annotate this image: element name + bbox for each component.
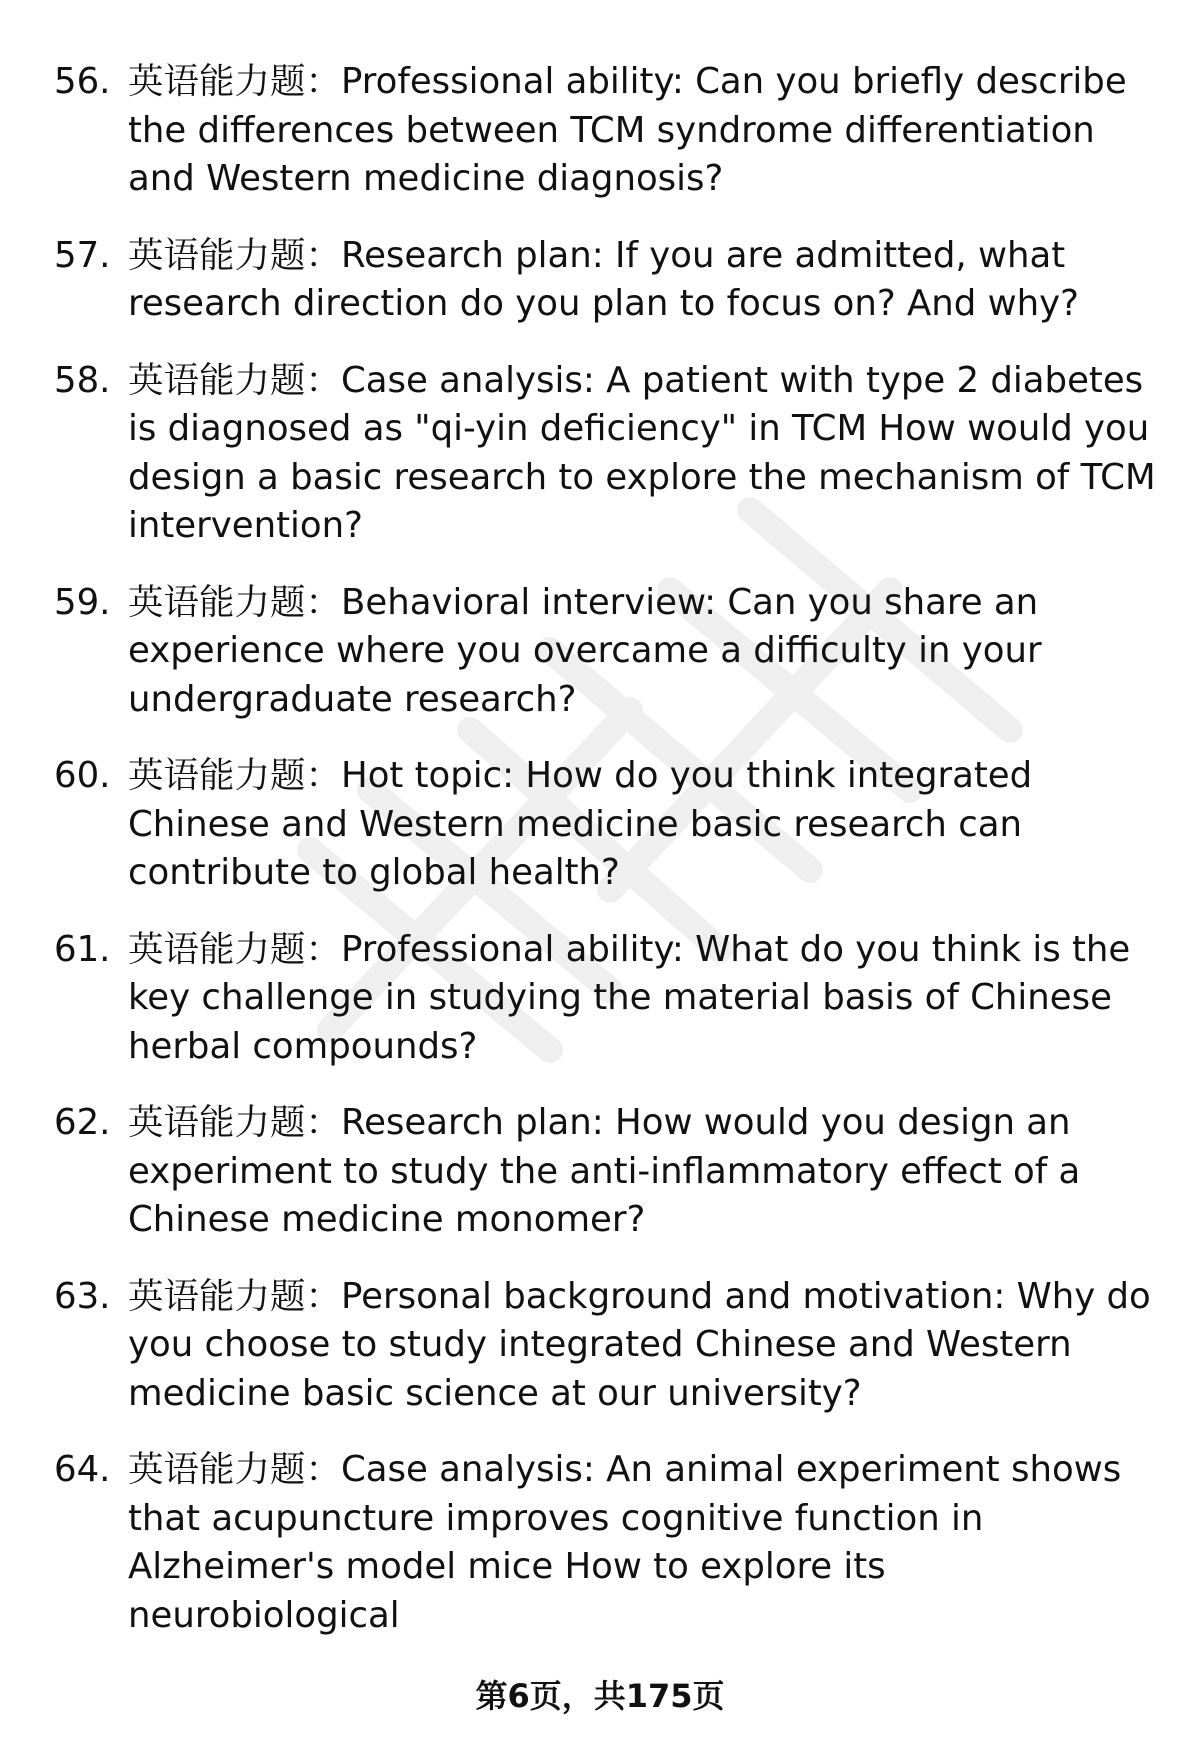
- question-body: [128, 232, 1164, 329]
- question-body: [128, 752, 1164, 898]
- question-item: [54, 58, 1164, 204]
- question-text: Case analysis: A patient with type 2 diabetes is diagnosed as "qi-yin deficiency" in TCM How would you design a basic research to explore the mechanism of TCM intervention?: [128, 359, 1156, 546]
- question-list: [54, 58, 1164, 1668]
- question-body: [128, 357, 1164, 551]
- question-number: 59.: [54, 581, 111, 623]
- question-number: 56.: [54, 61, 111, 102]
- question-number: 57.: [54, 234, 111, 276]
- question-category-tag: 英语能力题：: [128, 581, 342, 623]
- question-body: [128, 58, 1164, 204]
- question-number: 62.: [54, 1102, 111, 1143]
- question-item: [54, 1099, 1164, 1245]
- question-text: Hot topic: How do you think integrated Chinese and Western medicine basic research can contribute to global health?: [128, 755, 1033, 893]
- question-body: [128, 579, 1164, 725]
- question-text: Personal background and motivation: Why do you choose to study integrated Chinese and Western medicine basic science at our university?: [128, 1275, 1151, 1414]
- question-category-tag: 英语能力题：: [128, 755, 342, 796]
- question-text: Professional ability: Can you briefly describe the differences between TCM syndrome differentiation and Western medicine diagnosis?: [128, 61, 1127, 199]
- question-item: [54, 232, 1164, 329]
- question-category-tag: 英语能力题：: [128, 359, 342, 401]
- question-category-tag: 英语能力题：: [128, 1102, 342, 1143]
- question-item: [54, 579, 1164, 725]
- question-item: [54, 1273, 1164, 1419]
- question-item: [54, 926, 1164, 1072]
- question-number: 64.: [54, 1449, 111, 1490]
- question-item: [54, 357, 1164, 551]
- question-category-tag: 英语能力题：: [128, 1275, 342, 1317]
- question-category-tag: 英语能力题：: [128, 928, 342, 970]
- question-number: 58.: [54, 359, 111, 401]
- question-text: Professional ability: What do you think is the key challenge in studying the material basis of Chinese herbal compounds?: [128, 928, 1131, 1067]
- question-item: [54, 752, 1164, 898]
- question-body: [128, 1273, 1164, 1419]
- question-text: Research plan: If you are admitted, what research direction do you plan to focus on? And why?: [128, 234, 1079, 324]
- question-body: [128, 926, 1164, 1072]
- question-number: 63.: [54, 1275, 111, 1317]
- question-category-tag: 英语能力题：: [128, 61, 342, 102]
- question-body: [128, 1446, 1164, 1640]
- question-category-tag: 英语能力题：: [128, 1449, 342, 1490]
- question-text: Behavioral interview: Can you share an experience where you overcame a difficulty in your undergraduate research?: [128, 581, 1042, 720]
- question-number: 60.: [54, 755, 111, 796]
- page-number-footer: 第6页，共175页: [475, 1677, 725, 1715]
- question-number: 61.: [54, 928, 111, 970]
- question-text: Case analysis: An animal experiment shows that acupuncture improves cognitive function in Alzheimer's model mice How to explore its neurobiological: [128, 1449, 1122, 1636]
- question-item: [54, 1446, 1164, 1640]
- question-body: [128, 1099, 1164, 1245]
- question-text: Research plan: How would you design an experiment to study the anti-inflammatory effect of a Chinese medicine monomer?: [128, 1102, 1081, 1240]
- question-category-tag: 英语能力题：: [128, 234, 342, 276]
